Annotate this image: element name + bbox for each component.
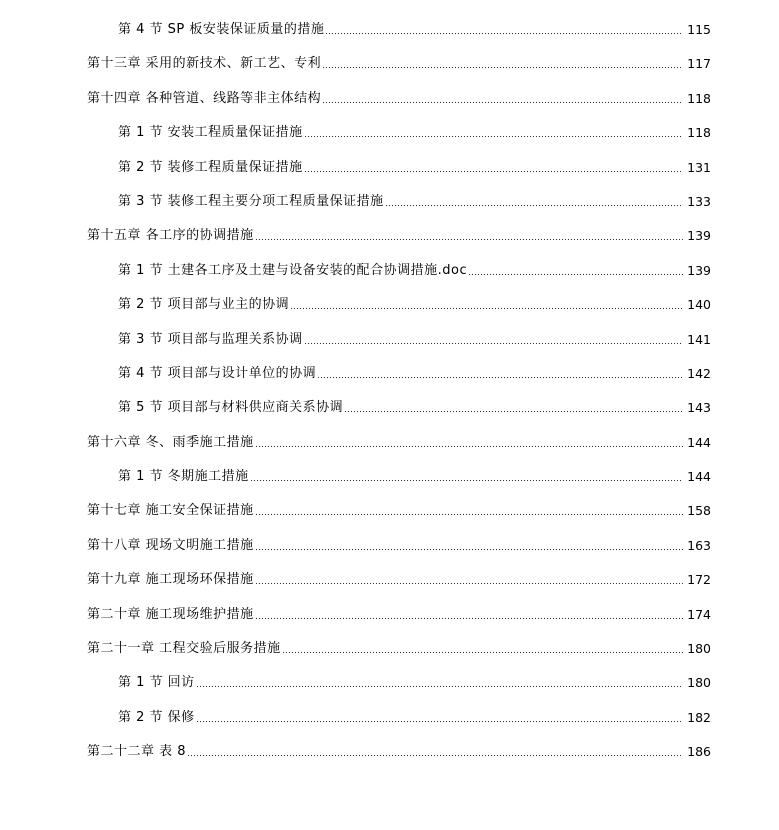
table-of-contents [0, 21, 779, 778]
toc-entry-page: 174 [687, 606, 711, 622]
toc-entry-title: 第 1 节 冬期施工措施 [118, 469, 249, 485]
toc-entry-title: 第二十一章 工程交验后服务措施 [87, 641, 281, 657]
toc-entry[interactable] [0, 537, 779, 571]
toc-entry[interactable] [0, 90, 779, 124]
toc-entry-page: 141 [687, 331, 711, 347]
toc-dot-leader [317, 365, 683, 379]
toc-entry-page: 118 [687, 90, 711, 106]
toc-dot-leader [304, 124, 683, 138]
toc-entry-page: 158 [687, 503, 711, 519]
toc-entry-page: 131 [687, 159, 711, 175]
toc-entry[interactable] [0, 262, 779, 296]
toc-dot-leader [304, 159, 683, 173]
toc-entry[interactable] [0, 55, 779, 89]
toc-entry[interactable] [0, 227, 779, 261]
toc-entry[interactable] [0, 743, 779, 777]
toc-entry[interactable] [0, 502, 779, 536]
toc-dot-leader [255, 227, 683, 241]
toc-entry[interactable] [0, 296, 779, 330]
toc-entry-title: 第二十二章 表 8 [87, 744, 187, 760]
toc-entry[interactable] [0, 674, 779, 708]
toc-dot-leader [196, 674, 683, 688]
toc-entry-title: 第 1 节 安装工程质量保证措施 [118, 125, 303, 141]
toc-entry-title: 第十八章 现场文明施工措施 [87, 537, 254, 553]
toc-dot-leader [255, 502, 683, 516]
toc-dot-leader [385, 193, 683, 207]
toc-entry-page: 140 [687, 297, 711, 313]
toc-entry-page: 117 [687, 56, 711, 72]
toc-entry-title: 第 3 节 装修工程主要分项工程质量保证措施 [118, 193, 384, 209]
toc-entry-title: 第十四章 各种管道、线路等非主体结构 [87, 90, 322, 106]
toc-entry-page: 186 [687, 744, 711, 760]
toc-dot-leader [282, 640, 683, 654]
toc-entry[interactable] [0, 124, 779, 158]
toc-entry[interactable] [0, 193, 779, 227]
toc-entry-page: 180 [687, 675, 711, 691]
toc-entry-title: 第 2 节 装修工程质量保证措施 [118, 159, 303, 175]
toc-entry[interactable] [0, 159, 779, 193]
toc-entry-title: 第 2 节 保修 [118, 709, 195, 725]
toc-dot-leader [322, 55, 683, 69]
toc-entry-title: 第十七章 施工安全保证措施 [87, 503, 254, 519]
toc-entry-page: 143 [687, 400, 711, 416]
toc-dot-leader [290, 296, 683, 310]
toc-entry-page: 163 [687, 537, 711, 553]
toc-dot-leader [187, 743, 683, 757]
toc-entry-page: 182 [687, 709, 711, 725]
toc-entry[interactable] [0, 399, 779, 433]
toc-entry[interactable] [0, 365, 779, 399]
toc-entry-page: 144 [687, 469, 711, 485]
toc-entry-title: 第 4 节 项目部与设计单位的协调 [118, 365, 317, 381]
toc-entry-page: 144 [687, 434, 711, 450]
toc-dot-leader [255, 606, 683, 620]
toc-dot-leader [250, 468, 683, 482]
toc-entry[interactable] [0, 606, 779, 640]
toc-dot-leader [325, 21, 683, 35]
toc-entry-page: 172 [687, 572, 711, 588]
toc-entry-page: 118 [687, 125, 711, 141]
toc-entry[interactable] [0, 640, 779, 674]
toc-dot-leader [255, 571, 683, 585]
toc-entry-page: 139 [687, 228, 711, 244]
toc-entry-title: 第 3 节 项目部与监理关系协调 [118, 331, 303, 347]
toc-entry-title: 第 1 节 土建各工序及土建与设备安装的配合协调措施.doc [118, 262, 468, 278]
toc-entry-title: 第 5 节 项目部与材料供应商关系协调 [118, 400, 344, 416]
toc-entry-page: 142 [687, 365, 711, 381]
toc-entry[interactable] [0, 434, 779, 468]
toc-entry[interactable] [0, 571, 779, 605]
toc-dot-leader [468, 262, 683, 276]
toc-dot-leader [255, 434, 683, 448]
toc-entry[interactable] [0, 468, 779, 502]
toc-entry-title: 第 1 节 回访 [118, 675, 195, 691]
toc-entry[interactable] [0, 331, 779, 365]
toc-entry-title: 第十六章 冬、雨季施工措施 [87, 434, 254, 450]
toc-entry-page: 180 [687, 641, 711, 657]
toc-entry-title: 第 2 节 项目部与业主的协调 [118, 297, 290, 313]
toc-dot-leader [196, 709, 683, 723]
toc-entry-title: 第 4 节 SP 板安装保证质量的措施 [118, 22, 325, 37]
toc-entry-page: 139 [687, 262, 711, 278]
toc-entry-title: 第二十章 施工现场维护措施 [87, 606, 254, 622]
toc-dot-leader [304, 331, 683, 345]
toc-entry-title: 第十三章 采用的新技术、新工艺、专利 [87, 56, 322, 72]
toc-entry-page: 133 [687, 193, 711, 209]
toc-entry-title: 第十五章 各工序的协调措施 [87, 228, 254, 244]
toc-dot-leader [255, 537, 683, 551]
toc-entry[interactable] [0, 21, 779, 55]
toc-dot-leader [344, 399, 683, 413]
toc-entry-page: 115 [687, 22, 711, 37]
toc-entry[interactable] [0, 709, 779, 743]
toc-dot-leader [322, 90, 683, 104]
toc-entry-title: 第十九章 施工现场环保措施 [87, 572, 254, 588]
